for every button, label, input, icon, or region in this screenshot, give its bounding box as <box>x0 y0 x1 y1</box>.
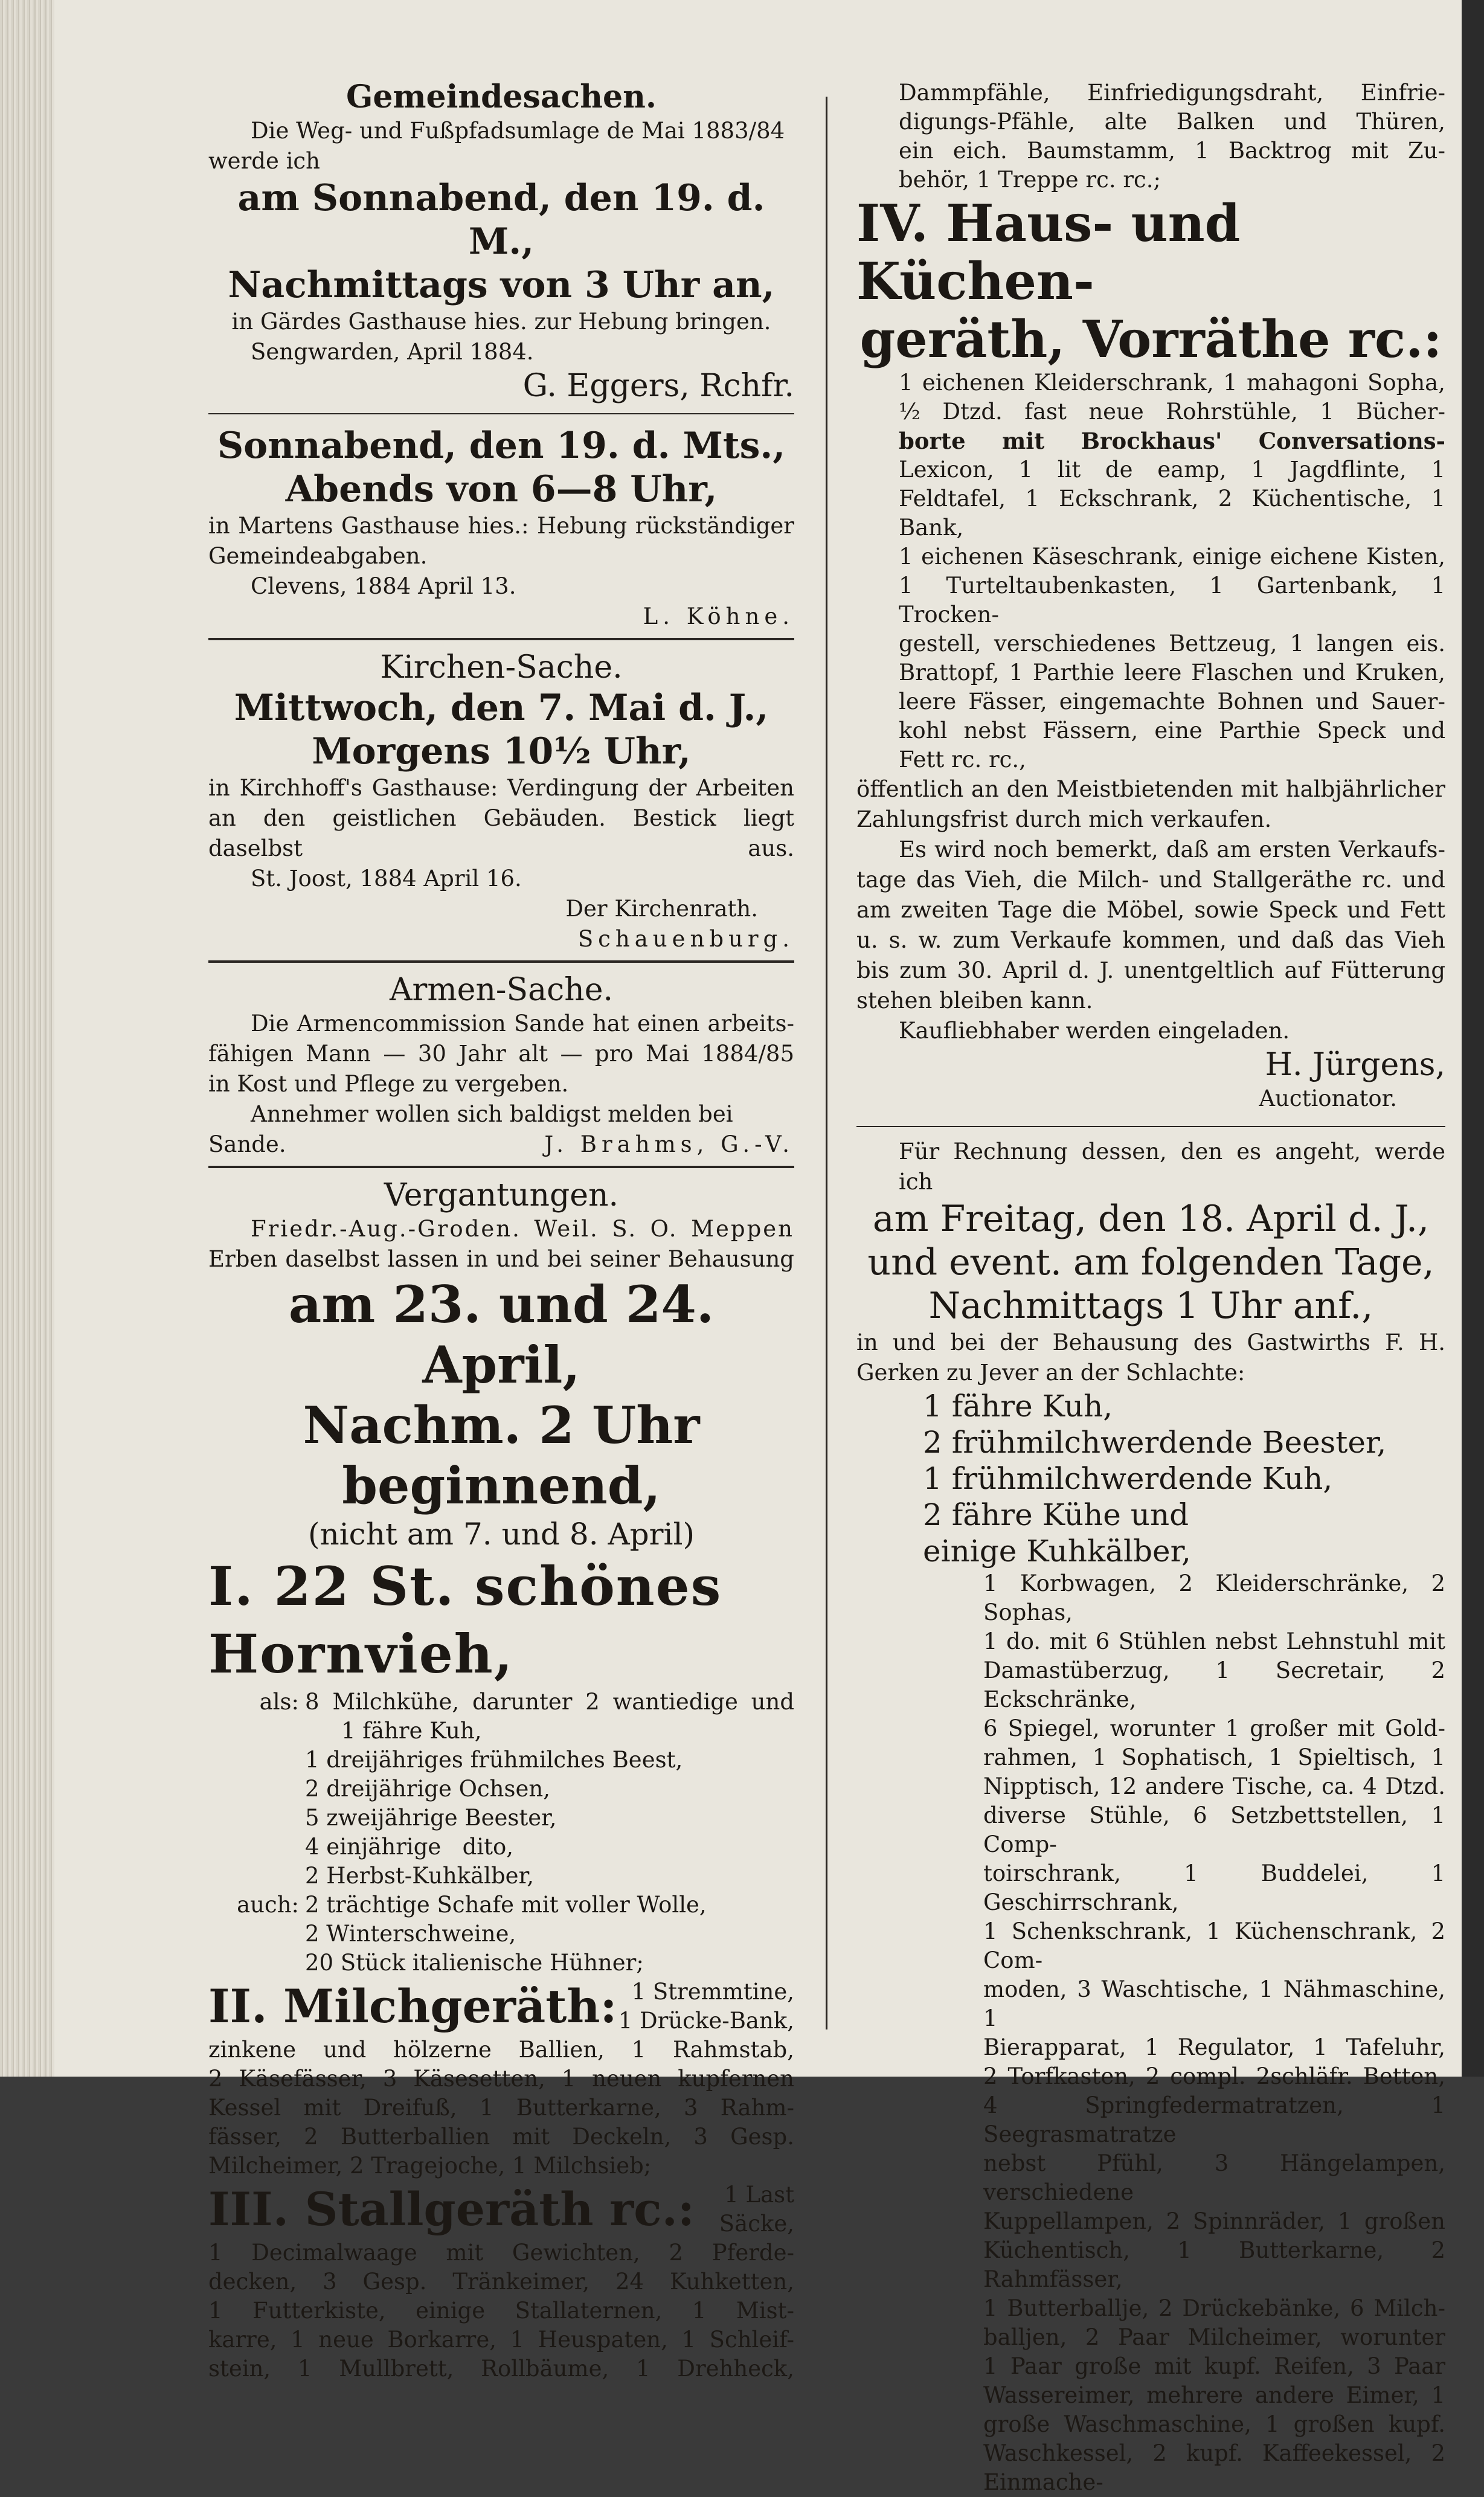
section-title-kirche: Kirchen-Sache. <box>380 649 623 686</box>
list-item: große Waschmaschine, 1 großen kupf. <box>983 2411 1445 2437</box>
list-item: karre, 1 neue Borkarre, 1 Heuspaten, 1 Schleif- <box>208 2327 794 2353</box>
list-item: 1 fähre Kuh, <box>341 1718 482 1744</box>
event-date: Sonnabend, den 19. d. Mts., <box>217 425 786 467</box>
list-item: 2 Winterschweine, <box>305 1921 516 1947</box>
event-time: Nachmittags 1 Uhr anf., <box>928 1285 1373 1327</box>
list-items <box>305 1891 794 1978</box>
lot-list-hornvieh <box>208 1688 794 1891</box>
text-line: in Gärdes Gasthause hies. zur Hebung bringen. <box>231 309 771 335</box>
list-item: 2 trächtige Schafe mit voller Wolle, <box>305 1892 707 1918</box>
list-item: 1 Paar große mit kupf. Reifen, 3 Paar <box>983 2353 1445 2379</box>
text-line: Annehmer wollen sich baldigst melden bei <box>251 1101 733 1127</box>
list-label: als: <box>259 1689 299 1715</box>
text-line: in Martens Gasthause hies.: Hebung rückständiger <box>208 513 794 539</box>
list-item: 1 Stremmtine, <box>631 1979 794 2005</box>
event-date: Mittwoch, den 7. Mai d. J., <box>234 687 769 729</box>
lot-title-stall: III. Stallgeräth rc.: <box>208 2182 695 2236</box>
column-divider <box>826 97 827 2029</box>
list-item: 1 do. mit 6 Stühlen nebst Lehnstuhl mit <box>983 1628 1445 1654</box>
list-item: 2 frühmilchwerdende Beester, <box>923 1425 1387 1460</box>
list-item: 1 Last <box>724 2182 794 2208</box>
auction-note: (nicht am 7. und 8. April) <box>307 1517 695 1552</box>
dateline: St. Joost, 1884 April 16. <box>251 866 522 892</box>
list-item: 1 frühmilchwerdende Kuh, <box>923 1461 1333 1496</box>
list-item: 2 Herbst-Kuhkälber, <box>305 1863 534 1889</box>
list-item: 2 Torfkasten, 2 compl. 2schläfr. Betten, <box>983 2063 1445 2089</box>
list-item: 6 Spiegel, worunter 1 großer mit Gold- <box>983 1715 1445 1741</box>
signature: Schauenburg. <box>577 926 794 952</box>
event-date: am Sonnabend, den 19. d. M., <box>237 177 765 263</box>
list-item: 1 Butterballje, 2 Drückebänke, 6 Milch- <box>983 2295 1445 2321</box>
list-item: 2 dreijährige Ochsen, <box>305 1776 550 1802</box>
continued-list <box>856 79 1445 194</box>
event-alt-date: und event. am folgenden Tage, <box>867 1241 1434 1284</box>
text-line: Die Weg- und Fußpfadsumlage de Mai 1883/84 <box>251 118 785 144</box>
signature: J. Brahms, G.-V. <box>544 1131 794 1157</box>
list-item: digungs-Pfähle, alte Balken und Thüren, <box>899 109 1445 135</box>
list-item: 1 Korbwagen, 2 Kleiderschränke, 2 Sophas, <box>983 1570 1445 1625</box>
event-time: Nachmittags von 3 Uhr an, <box>228 264 775 306</box>
list-item: fässer, 2 Butterballien mit Deckeln, 3 Gesp. <box>208 2124 794 2150</box>
list-item: 4 Springfedermatratzen, 1 Seegrasmatratze <box>983 2092 1445 2147</box>
signature: H. Jürgens, <box>1265 1047 1445 1083</box>
text-line: Gemeindeabgaben. <box>208 543 428 569</box>
list-item: nebst Pfühl, 3 Hängelampen, verschiedene <box>983 2150 1445 2205</box>
text-line: fähigen Mann — 30 Jahr alt — pro Mai 1884/85 <box>208 1041 794 1067</box>
list-item: 1 Futterkiste, einige Stallaternen, 1 Mist- <box>208 2298 794 2324</box>
place: Sande. <box>208 1131 286 1157</box>
lot-list-moebel <box>856 1569 1445 2497</box>
text-line: stehen bleiben kann. <box>856 988 1093 1014</box>
list-item: toirschrank, 1 Buddelei, 1 Geschirrschrank, <box>983 1860 1445 1915</box>
list-item: rahmen, 1 Sophatisch, 1 Spieltisch, 1 <box>983 1744 1445 1770</box>
list-item: zinkene und hölzerne Ballien, 1 Rahmstab, <box>208 2037 794 2063</box>
scan-background <box>1462 0 1484 2077</box>
lot-list-stall <box>208 2238 794 2383</box>
text-line: am zweiten Tage die Möbel, sowie Speck und Fett <box>856 897 1445 923</box>
text-line: in Kost und Pflege zu vergeben. <box>208 1071 569 1097</box>
signature: L. Köhne. <box>643 603 794 629</box>
text-line: in Kirchhoff's Gasthause: Verdingung der Arbeiten <box>208 775 794 801</box>
section-title-gemeinde: Gemeindesachen. <box>345 79 657 115</box>
lot-header-items <box>695 2180 794 2238</box>
list-item: 1 Drücke-Bank, <box>618 2008 794 2034</box>
list-item: moden, 3 Waschtische, 1 Nähmaschine, 1 <box>983 1976 1445 2031</box>
text-line: tage das Vieh, die Milch- und Stallgeräthe rc. und <box>856 867 1445 893</box>
list-item: Brattopf, 1 Parthie leere Flaschen und Kruken, <box>899 660 1445 686</box>
dateline: Sengwarden, April 1884. <box>251 339 534 365</box>
signature-row <box>208 1130 794 1160</box>
lot-list-extra <box>208 1891 794 1978</box>
list-item: 1 fähre Kuh, <box>923 1389 1113 1424</box>
list-item: Dammpfähle, Einfriedigungsdraht, Einfrie- <box>899 80 1445 106</box>
page-stack-edge <box>0 0 54 2077</box>
divider <box>208 413 794 414</box>
list-item: behör, 1 Treppe rc. rc.; <box>899 167 1161 193</box>
signature: Der Kirchenrath. <box>565 896 758 922</box>
list-item: ein eich. Baumstamm, 1 Backtrog mit Zu- <box>899 138 1445 164</box>
list-item: Säcke, <box>719 2211 794 2237</box>
lot-title-haus: IV. Haus- und Küchen- <box>856 193 1241 311</box>
text-line: Es wird noch bemerkt, daß am ersten Verkaufs- <box>899 837 1445 863</box>
list-item: 1 eichenen Käseschrank, einige eichene Kisten, <box>899 544 1445 570</box>
list-item: Nipptisch, 12 andere Tische, ca. 4 Dtzd. <box>983 1773 1445 1799</box>
list-item: Milcheimer, 2 Tragejoche, 1 Milchsieb; <box>208 2153 652 2179</box>
lot-title-milch: II. Milchgeräth: <box>208 1979 617 2033</box>
list-item: 1 Decimalwaage mit Gewichten, 2 Pferde- <box>208 2240 794 2266</box>
event-time: Abends von 6—8 Uhr, <box>285 468 718 510</box>
list-label-column <box>208 1688 305 1891</box>
text-line: in und bei der Behausung des Gastwirths F. H. <box>856 1329 1445 1355</box>
text-line: bis zum 30. April d. J. unentgeltlich auf Fütterung <box>856 957 1445 983</box>
list-items <box>305 1688 794 1891</box>
list-item: diverse Stühle, 6 Setzbettstellen, 1 Comp- <box>983 1802 1445 1857</box>
list-item: 8 Milchkühe, darunter 2 wantiedige und <box>305 1689 794 1715</box>
section-title-armen: Armen-Sache. <box>389 972 614 1008</box>
text-line: Die Armencommission Sande hat einen arbeits- <box>251 1011 794 1036</box>
lot-header-stall <box>208 2180 794 2238</box>
text-line: u. s. w. zum Verkaufe kommen, und daß das Vieh <box>856 927 1445 953</box>
list-item: 4 einjährige dito, <box>305 1834 514 1860</box>
text-line: an den geistlichen Gebäuden. Bestick liegt daselbst aus. <box>208 805 794 861</box>
section-title-vergantung: Vergantungen. <box>384 1177 619 1213</box>
list-item: 20 Stück italienische Hühner; <box>305 1950 644 1976</box>
event-time: Morgens 10½ Uhr, <box>312 730 691 773</box>
auction-time: Nachm. 2 Uhr beginnend, <box>303 1395 700 1515</box>
list-item: ½ Dtzd. fast neue Rohrstühle, 1 Bücher- <box>899 399 1445 425</box>
text-line: Kaufliebhaber werden eingeladen. <box>899 1018 1290 1044</box>
list-item: kohl nebst Fässern, eine Parthie Speck und <box>899 718 1445 744</box>
lot-header-milch <box>208 1978 794 2036</box>
list-item: stein, 1 Mullbrett, Rollbäume, 1 Drehheck, <box>208 2356 794 2382</box>
list-item: 1 dreijähriges frühmilches Beest, <box>305 1747 683 1773</box>
list-item: Kessel mit Dreifuß, 1 Butterkarne, 3 Rahm- <box>208 2095 794 2121</box>
list-item: balljen, 2 Paar Milcheimer, worunter <box>983 2324 1445 2350</box>
list-item: Kuppellampen, 2 Spinnräder, 1 großen <box>983 2208 1445 2234</box>
list-item: Waschkessel, 2 kupf. Kaffeekessel, 2 Einmache- <box>983 2440 1445 2495</box>
list-item: 1 Turteltaubenkasten, 1 Gartenbank, 1 Trocken- <box>899 573 1445 628</box>
list-label: auch: <box>237 1892 299 1918</box>
lot-title-haus-cont: geräth, Vorräthe rc.: <box>859 309 1442 369</box>
left-column <box>208 79 794 2383</box>
text-line: Friedr.-Aug.-Groden. Weil. S. O. Meppen <box>251 1216 794 1242</box>
list-item: gestell, verschiedenes Bettzeug, 1 langen eis. <box>899 631 1445 657</box>
divider <box>208 960 794 963</box>
list-item: Wassereimer, mehrere andere Eimer, 1 <box>983 2382 1445 2408</box>
list-item: 1 eichenen Kleiderschrank, 1 mahagoni Sopha, <box>899 370 1445 396</box>
text-line: werde ich <box>208 148 320 174</box>
signature-role: Auctionator. <box>1259 1085 1397 1111</box>
list-item: 2 fähre Kühe und <box>923 1497 1189 1532</box>
list-item: 2 Käsefässer, 3 Käsesetten, 1 neuen kupfernen <box>208 2066 794 2092</box>
list-item: Bierapparat, 1 Regulator, 1 Tafeluhr, <box>983 2034 1445 2060</box>
lot-header-items <box>617 1978 794 2036</box>
event-date: am Freitag, den 18. April d. J., <box>872 1198 1430 1240</box>
list-item: decken, 3 Gesp. Tränkeimer, 24 Kuhketten, <box>208 2269 794 2295</box>
highlight-list <box>856 1388 1445 1569</box>
list-item: 1 Schenkschrank, 1 Küchenschrank, 2 Com- <box>983 1918 1445 1973</box>
right-column <box>856 79 1445 2497</box>
dateline: Clevens, 1884 April 13. <box>251 573 516 599</box>
list-item: Damastüberzug, 1 Secretair, 2 Eckschränke, <box>983 1657 1445 1712</box>
text-line: Erben daselbst lassen in und bei seiner Behausung <box>208 1246 794 1272</box>
text-line: Zahlungsfrist durch mich verkaufen. <box>856 806 1272 832</box>
text-line: öffentlich an den Meistbietenden mit halbjährlicher <box>856 776 1445 802</box>
auction-date: am 23. und 24. April, <box>288 1274 715 1395</box>
list-label-column <box>208 1891 305 1978</box>
list-item: 5 zweijährige Beester, <box>305 1805 557 1831</box>
text-line: Für Rechnung dessen, den es angeht, werde ich <box>899 1139 1445 1195</box>
list-item: Lexicon, 1 lit de eamp, 1 Jagdflinte, 1 <box>899 457 1445 483</box>
lot-list-milch <box>208 2036 794 2180</box>
list-item: Feldtafel, 1 Eckschrank, 2 Küchentische, 1 Bank, <box>899 486 1445 541</box>
text-line: Gerken zu Jever an der Schlachte: <box>856 1360 1245 1386</box>
divider <box>208 638 794 640</box>
lot-list-haus <box>856 368 1445 774</box>
lot-title-hornvieh: I. 22 St. schönes Hornvieh, <box>208 1555 722 1685</box>
divider <box>856 1126 1445 1127</box>
list-item: Küchentisch, 1 Butterkarne, 2 Rahmfässer, <box>983 2237 1445 2292</box>
list-item: Fett rc. rc., <box>899 747 1026 773</box>
list-item: einige Kuhkälber, <box>923 1534 1191 1569</box>
list-item: borte mit Brockhaus' Conversations- <box>899 428 1445 454</box>
list-item: leere Fässer, eingemachte Bohnen und Sauer- <box>899 689 1445 715</box>
signature: G. Eggers, Rchfr. <box>522 368 794 404</box>
divider <box>208 1166 794 1168</box>
